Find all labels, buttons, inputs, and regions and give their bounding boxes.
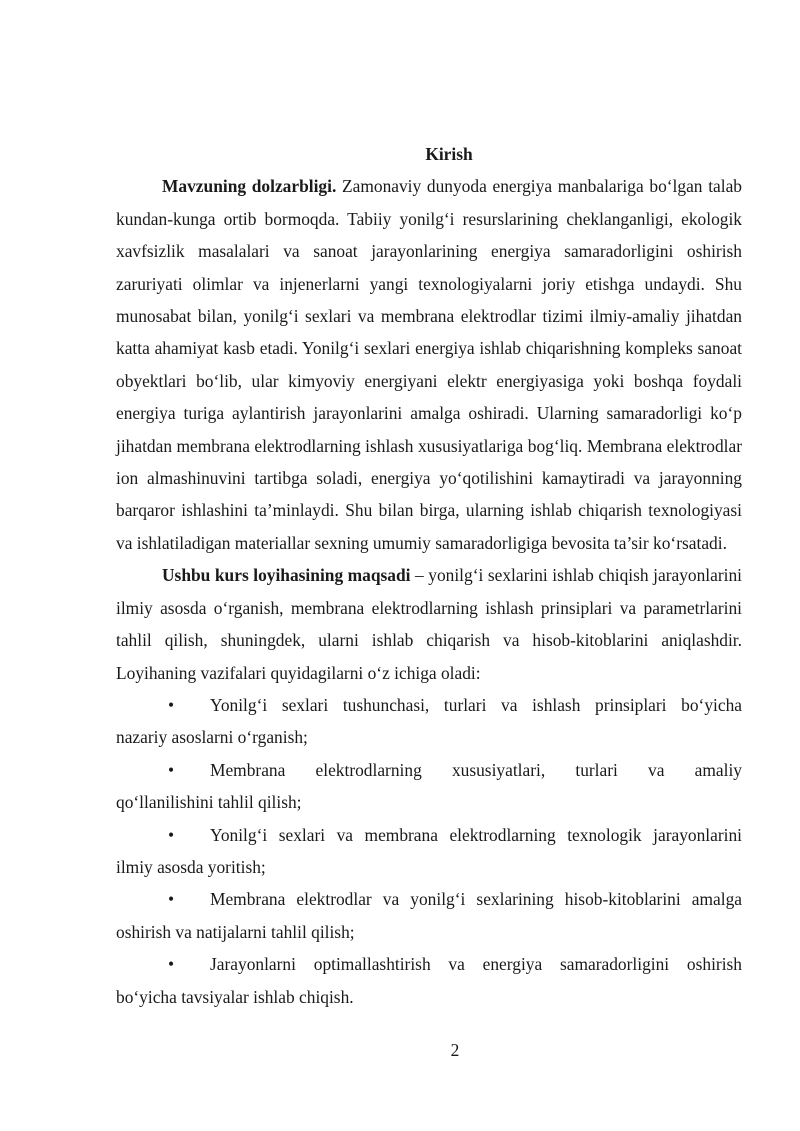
paragraph-relevance [116,170,742,559]
list-item-line: Jarayonlarni optimallashtirish va energiya samaradorligini oshirish [210,954,742,975]
list-item-line: Membrana elektrodlar va yonilg‘i sexlarining hisob-kitoblarini amalga [210,889,742,910]
list-item [116,754,742,819]
list-item [116,819,742,884]
list-item [116,883,742,948]
paragraph-text: Zamonaviy dunyoda energiya manbalariga bo‘lgan talab kundan-kunga ortib bormoqda. Tabiiy yonilg‘i resurslarining cheklanganligi, ekologik xavfsizlik masalalari va sanoat jarayonlarining energiya samaradorligini oshirish zaruriyati olimlar va injenerlarni yangi texnologiyalarni joriy etishga undaydi. Shu munosabat bilan, yonilg‘i sexlari va membrana elektrodlar tizimi ilmiy-amaliy jihatdan katta ahamiyat kasb etadi. Yonilg‘i sexlari energiya ishlab chiqarishning kompleks sanoat obyektlari bo‘lib, ular kimyoviy energiyani elektr energiyasiga yoki boshqa foydali energiya turiga aylantirish jarayonlarini amalga oshiradi. Ularning samaradorligi ko‘p jihatdan membrana elektrodlarning ishlash xususiyatlariga bog‘liq. Membrana elektrodlar ion almashinuvini tartibga soladi, energiya yo‘qotilishini kamaytiradi va jarayonning barqaror ishlashini ta’minlaydi. Shu bilan birga, ularning ishlab chiqarish texnologiyasi va ishlatiladigan materiallar sexning umumiy samaradorligiga bevosita ta’sir ko‘rsatadi. [116,176,742,553]
list-item-line: Membrana elektrodlarning xususiyatlari, turlari va amaliy [210,759,742,780]
paragraph-text: – yonilg‘i sexlarini ishlab chiqish jarayonlarini ilmiy asosda o‘rganish, membrana elektrodlarning ishlash prinsiplari va parametrlarini tahlil qilish, shuningdek, ularni ishlab chiqarish va hisob-kitoblarini aniqlashdir. Loyihaning vazifalari quyidagilarni o‘z ichiga oladi: [116,565,742,683]
list-item-line: Yonilg‘i sexlari tushunchasi, turlari va ishlash prinsiplari bo‘yicha [210,694,742,715]
bullet-mark: • [168,824,175,845]
bullet-mark: • [168,954,175,975]
bullet-mark: • [168,889,175,910]
list-item-continuation: bo‘yicha tavsiyalar ishlab chiqish. [116,986,354,1007]
bullet-mark: • [168,759,175,780]
list-item-continuation: oshirish va natijalarni tahlil qilish; [116,921,355,942]
bullet-mark: • [168,694,175,715]
paragraph-lead: Mavzuning dolzarbligi. [162,176,337,197]
paragraph-lead: Ushbu kurs loyihasining maqsadi [162,565,411,586]
list-item-continuation: qo‘llanilishini tahlil qilish; [116,792,302,813]
paragraph-goal [116,559,742,689]
list-item-continuation: nazariy asoslarni o‘rganish; [116,727,308,748]
list-item-line: Yonilg‘i sexlari va membrana elektrodlarning texnologik jarayonlarini [210,824,742,845]
list-item [116,948,742,1013]
page-content [116,138,742,1013]
task-list [116,689,742,1013]
list-item [116,689,742,754]
section-title: Kirish [425,144,473,164]
list-item-continuation: ilmiy asosda yoritish; [116,856,266,877]
page-number: 2 [450,1040,460,1060]
